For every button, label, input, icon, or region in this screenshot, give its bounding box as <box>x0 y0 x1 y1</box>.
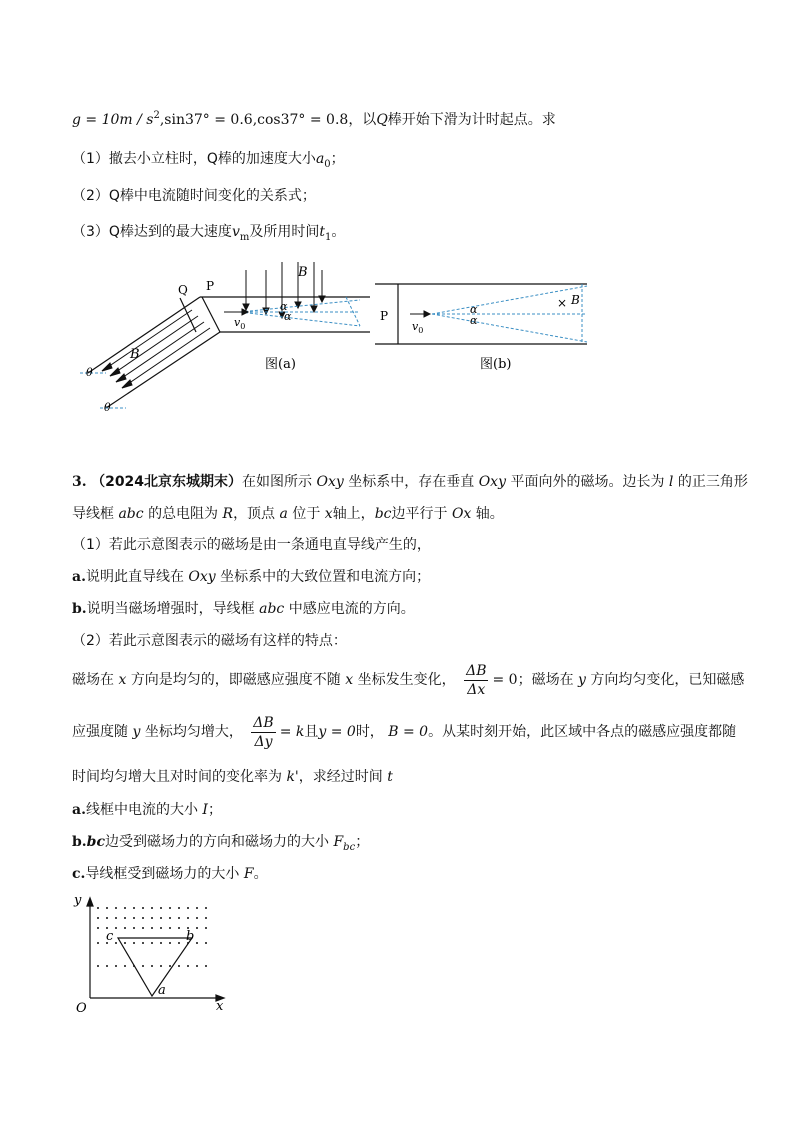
fraction-dB-dx: $\frac{\Delta B}{\Delta x}$ <box>466 662 487 698</box>
field-dot <box>142 917 144 919</box>
alpha-label-1: α <box>280 300 288 313</box>
part-2-line-3: 时间均匀增大且对时间的变化率为 k'，求经过时间 t <box>72 769 393 785</box>
part-2c: c.导线框受到磁场力的大小 F。 <box>72 866 268 882</box>
given-values-line: $g = 10m / s^2,\sin 37^\circ = 0.6,\cos 37^\circ = 0.8$，以Q棒开始下滑为计时起点。求 <box>72 110 556 128</box>
cross-mark: × <box>557 296 568 310</box>
field-dot <box>115 907 117 909</box>
part-2a: a.线框中电流的大小 I； <box>72 802 222 818</box>
field-dot <box>124 942 126 944</box>
alpha-b-1: α <box>470 303 478 316</box>
problem-source: （2024北京东城期末） <box>91 474 243 490</box>
field-dot <box>178 927 180 929</box>
field-dot <box>196 907 198 909</box>
fraction-dB-dy: $\frac{\Delta B}{\Delta y}$ <box>253 714 274 750</box>
field-dot <box>160 907 162 909</box>
alpha-label-2: α <box>284 310 292 323</box>
part-1: （1）若此示意图表示的磁场是由一条通电直导线产生的， <box>72 537 431 553</box>
field-dot <box>133 927 135 929</box>
field-dot <box>133 917 135 919</box>
field-dot <box>115 927 117 929</box>
field-dot <box>124 917 126 919</box>
field-dot <box>178 917 180 919</box>
problem3-line-1: 3. （2024北京东城期末）在如图所示 Oxy 坐标系中，存在垂直 Oxy 平面向外的磁场。边长为 l 的正三角形 <box>72 474 748 490</box>
figure-b-top-view <box>372 280 602 380</box>
P-rod-label: P <box>206 279 215 293</box>
field-dot <box>142 927 144 929</box>
field-dot <box>178 942 180 944</box>
field-dot <box>115 917 117 919</box>
question-1: （1）撤去小立柱时，Q棒的加速度大小$a_0$； <box>72 151 345 170</box>
field-dot <box>205 917 207 919</box>
field-dot <box>106 907 108 909</box>
vertex-a-label: a <box>158 983 166 998</box>
figure-a-rails-diagram <box>60 260 380 420</box>
field-dot <box>97 927 99 929</box>
field-dot <box>160 942 162 944</box>
field-dot <box>151 917 153 919</box>
problem-number: 3. <box>72 474 87 490</box>
field-dot <box>142 965 144 967</box>
field-dot <box>196 917 198 919</box>
field-dot <box>187 965 189 967</box>
trig-values: ,sin37° = 0.6,cos37° = 0.8 <box>159 112 349 128</box>
theta-label-1: θ <box>86 366 93 379</box>
alpha-b-2: α <box>470 314 478 327</box>
field-dot <box>151 942 153 944</box>
field-dot <box>196 942 198 944</box>
P-label-b: P <box>380 309 389 323</box>
field-dot <box>106 917 108 919</box>
field-dot <box>133 942 135 944</box>
field-dot <box>124 927 126 929</box>
B-label-b: B <box>571 293 580 307</box>
field-dot <box>151 927 153 929</box>
top-B-label: B <box>298 265 308 280</box>
part-2b: b.bc边受到磁场力的方向和磁场力的大小 $F_{bc}$； <box>72 834 370 853</box>
field-dot <box>115 965 117 967</box>
field-dot <box>169 965 171 967</box>
figure-b-caption: 图(b) <box>480 357 512 372</box>
field-dot <box>196 927 198 929</box>
field-dot <box>142 942 144 944</box>
field-dot <box>205 965 207 967</box>
vertex-c-label: c <box>106 929 114 944</box>
origin-label: O <box>76 1001 87 1016</box>
field-dot <box>97 942 99 944</box>
field-dot <box>187 907 189 909</box>
triangle-frame-diagram <box>70 888 240 1018</box>
question-3: （3）Q棒达到的最大速度$v_m$及所用时间$t_1$。 <box>72 224 346 243</box>
v0-label-b: $v_0$ <box>412 320 424 335</box>
field-dot <box>160 917 162 919</box>
part-1b: b.说明当磁场增强时，导线框 abc 中感应电流的方向。 <box>72 601 415 617</box>
field-dot <box>205 942 207 944</box>
field-dot <box>178 907 180 909</box>
field-dot <box>178 965 180 967</box>
slope-B-label: B <box>130 347 140 362</box>
field-dot <box>124 965 126 967</box>
field-dot <box>205 907 207 909</box>
theta-label-2: θ <box>104 401 111 414</box>
field-dot <box>187 917 189 919</box>
g-equation: g = 10m / s <box>72 112 154 128</box>
field-dot <box>124 907 126 909</box>
field-dot <box>97 907 99 909</box>
part-2-line-2: 应强度随 y 坐标均匀增大， $\frac{\Delta B}{\Delta y}$ = k且y = 0时， B = 0。从某时刻开始，此区域中各点的磁感应强度都随 <box>72 714 737 750</box>
problem3-line-2: 导线框 abc 的总电阻为 R，顶点 a 位于 x轴上，bc边平行于 Ox 轴。 <box>72 506 504 522</box>
field-dot <box>97 917 99 919</box>
field-dot <box>169 907 171 909</box>
field-dot <box>115 942 117 944</box>
field-dot <box>160 927 162 929</box>
part-2: （2）若此示意图表示的磁场有这样的特点： <box>72 633 347 649</box>
field-dot <box>169 927 171 929</box>
field-dot <box>196 965 198 967</box>
field-dot <box>97 965 99 967</box>
field-dot <box>133 907 135 909</box>
v0-label: $v_0$ <box>234 316 246 331</box>
part-2-line-1: 磁场在 x 方向是均匀的，即磁感应强度不随 x 坐标发生变化， $\frac{\Delta B}{\Delta x}$ = 0；磁场在 y 方向均匀变化，已知磁感 <box>72 662 745 698</box>
field-dot <box>205 927 207 929</box>
axis-x-label: x <box>216 999 224 1014</box>
field-dot <box>142 907 144 909</box>
field-dot <box>151 907 153 909</box>
part-1a: a.说明此直导线在 Oxy 坐标系中的大致位置和电流方向； <box>72 569 431 585</box>
vertex-b-label: b <box>186 929 195 944</box>
field-dot <box>169 917 171 919</box>
field-dot <box>106 965 108 967</box>
field-dot <box>160 965 162 967</box>
axis-y-label: y <box>74 893 82 908</box>
field-dot <box>169 942 171 944</box>
figure-a-caption: 图(a) <box>265 357 296 372</box>
question-2: （2）Q棒中电流随时间变化的关系式； <box>72 188 316 204</box>
Q-rod-label: Q <box>178 283 188 297</box>
field-dot <box>151 965 153 967</box>
